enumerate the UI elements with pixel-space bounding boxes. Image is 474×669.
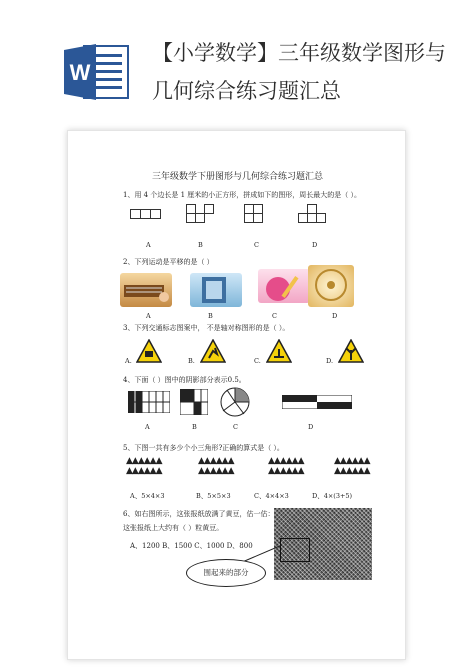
fraction-figure-a <box>128 391 170 413</box>
triangle-row: ▲▲▲▲▲▲ <box>198 466 234 476</box>
option-label: A. <box>125 357 132 365</box>
fraction-figure-b <box>180 389 208 415</box>
option-label: C <box>254 241 259 249</box>
warning-sign-c-icon <box>266 339 292 363</box>
option-label: C、4×4×3 <box>254 492 289 500</box>
option-label: B. <box>188 357 195 365</box>
option-label: A <box>146 312 151 320</box>
question-1: 1、用 4 个边长是 1 厘米的小正方形，拼成如下的图形，周长最大的是（ ）。 <box>123 191 361 199</box>
triangle-row: ▲▲▲▲▲▲ <box>268 466 304 476</box>
circled-region <box>280 538 310 562</box>
question-4: 4、下面（ ）图中的阴影部分表示0.5。 <box>123 376 246 384</box>
option-label: A <box>145 423 150 431</box>
option-label: C <box>233 423 238 431</box>
option-label: C. <box>254 357 261 365</box>
warning-sign-d-icon <box>338 339 364 363</box>
option-label: D、4×(3+5) <box>312 492 353 500</box>
document-title: 三年级数学下册图形与几何综合练习题汇总 <box>151 172 323 182</box>
header <box>0 0 474 110</box>
option-label: D <box>308 423 314 431</box>
question-6-options: A、1200 B、1500 C、1000 D、800 <box>130 542 253 550</box>
question-6-line-1: 6、如右图所示，这张报纸放满了黄豆，估一估： <box>123 510 275 518</box>
warning-sign-b-icon <box>200 339 226 363</box>
option-label: B、5×5×3 <box>196 492 231 500</box>
option-label: B <box>208 312 213 320</box>
triangle-row: ▲▲▲▲▲▲ <box>334 466 370 476</box>
triangle-row: ▲▲▲▲▲▲ <box>198 456 234 466</box>
fan-image <box>308 265 354 307</box>
document-page <box>67 130 406 660</box>
option-label: B <box>198 241 203 249</box>
question-2: 2、下列运动是平移的是（ ） <box>123 258 214 266</box>
callout-label: 围起来的部分 <box>186 559 266 587</box>
fraction-figure-d <box>282 395 352 409</box>
option-label: A <box>146 241 151 249</box>
page-title: 【小学数学】三年级数学图形与几何综合练习题汇总 <box>152 41 446 103</box>
triangle-row: ▲▲▲▲▲▲ <box>126 456 162 466</box>
option-label: D <box>312 241 318 249</box>
triangle-row: ▲▲▲▲▲▲ <box>334 456 370 466</box>
abacus-image <box>120 273 172 307</box>
question-3: 3、下列交通标志图案中， 不是轴对称图形的是（ ）。 <box>123 324 290 332</box>
option-label: A、5×4×3 <box>130 492 165 500</box>
question-6-line-2: 这张报纸上大约有（ ）粒黄豆。 <box>123 524 224 532</box>
option-label: C <box>272 312 277 320</box>
svg-text:W: W <box>69 60 91 85</box>
word-document-icon <box>62 40 132 104</box>
option-label: B <box>192 423 197 431</box>
warning-sign-a-icon <box>136 339 162 363</box>
question-5: 5、下图一共有多少个小三角形?正确的算式是（ ）。 <box>123 444 284 452</box>
pencil-sharpener-image <box>258 269 310 303</box>
option-label: D <box>332 312 338 320</box>
triangle-row: ▲▲▲▲▲▲ <box>126 466 162 476</box>
triangle-row: ▲▲▲▲▲▲ <box>268 456 304 466</box>
option-label: D. <box>326 357 334 365</box>
door-image <box>190 273 242 307</box>
fraction-figure-c <box>220 387 250 417</box>
